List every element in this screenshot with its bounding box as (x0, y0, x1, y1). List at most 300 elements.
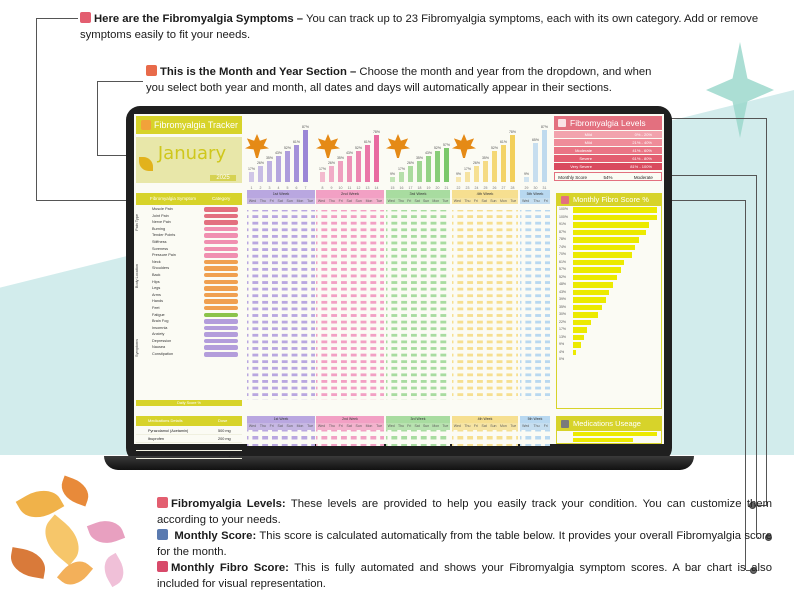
fibro-score-value: 57% (559, 267, 567, 271)
symptom-name: Nausea (152, 345, 166, 350)
chart-tick-label: 9 (330, 186, 333, 190)
week-tracker-3[interactable] (386, 190, 450, 408)
level-range: 0% - 20% (634, 132, 652, 137)
chart-bar (510, 135, 515, 182)
symptom-row[interactable] (136, 219, 242, 226)
fibro-score-row (557, 274, 661, 282)
medication-row[interactable] (136, 427, 242, 435)
fibro-score-value: 0% (559, 357, 565, 361)
category-pill[interactable] (204, 339, 238, 344)
chart-tick-label: 26 (492, 186, 497, 190)
chart-data-label: 9% (389, 171, 396, 176)
symptom-list (136, 206, 242, 358)
level-row (554, 163, 662, 170)
fibro-score-bar (573, 275, 617, 281)
category-pill[interactable] (204, 266, 238, 271)
chart-tick-label: 8 (321, 186, 324, 190)
tracker-title-bar (136, 116, 242, 134)
day-header: Sat (346, 199, 352, 203)
fibro-score-value: 100% (559, 207, 568, 211)
med-checkbox-grid[interactable] (316, 430, 384, 446)
fibro-score-value: 13% (559, 334, 567, 339)
day-headers (520, 198, 550, 204)
week-tracker-2[interactable] (316, 190, 384, 408)
chart-data-label: 35% (415, 156, 423, 160)
fibro-score-value: 100% (559, 214, 568, 219)
symptom-row[interactable] (136, 305, 242, 312)
checkbox-grid[interactable] (316, 210, 384, 400)
chart-bar (276, 156, 281, 182)
checkbox-grid[interactable] (452, 210, 518, 400)
chart-bar (249, 172, 254, 182)
symptom-row[interactable] (136, 226, 242, 233)
day-header: Tue (442, 199, 449, 203)
symptom-table-header (136, 193, 242, 205)
fibro-score-value: 4% (559, 349, 565, 354)
symptom-name: Brain Fog (152, 319, 169, 324)
chart-bar (483, 161, 488, 182)
symptom-name: Stiffness (152, 239, 167, 244)
year-dropdown[interactable]: 2025 (210, 175, 236, 181)
chart-data-label: 26% (256, 161, 264, 166)
day-header: Wed (317, 424, 326, 428)
symptom-row[interactable] (136, 285, 242, 292)
symptom-row[interactable] (136, 338, 242, 345)
chart-bar (338, 161, 343, 182)
day-header: Wed (248, 424, 257, 428)
fibro-score-bar (573, 260, 624, 266)
week-tracker-1[interactable] (247, 190, 315, 408)
day-header: Tue (376, 424, 383, 428)
symptom-row[interactable] (136, 325, 242, 332)
level-row (554, 147, 662, 154)
calendar-icon (146, 65, 157, 76)
monthly-fibro-score-panel (556, 193, 662, 409)
chart-data-label: 61% (292, 140, 300, 145)
daily-score-label: Daily Score % (136, 400, 242, 406)
chart-bar (501, 145, 506, 182)
checkbox-grid[interactable] (520, 210, 550, 400)
category-pill[interactable] (204, 280, 238, 285)
callout-monthly-fibro-text: This is fully automated and shows your Fibromyalgia symptom scores. A bar chart is also included for visual representation. (157, 562, 772, 590)
day-header: Wed (387, 424, 395, 428)
med-checkbox-grid[interactable] (247, 430, 315, 446)
fibro-score-value: 74% (559, 244, 567, 249)
level-range: 21% - 40% (632, 140, 652, 145)
week-tracker-4[interactable] (452, 190, 518, 408)
fibro-score-bar (573, 290, 609, 296)
symptom-row[interactable] (136, 252, 242, 259)
chart-bar (374, 135, 379, 182)
fibro-score-row (557, 251, 661, 259)
checkbox-grid[interactable] (247, 210, 315, 400)
category-pill[interactable] (204, 299, 238, 304)
fibro-score-bar (573, 245, 635, 251)
category-pill[interactable] (204, 233, 238, 238)
day-header: Sat (414, 424, 420, 428)
category-pill[interactable] (204, 253, 238, 258)
category-pill[interactable] (204, 240, 238, 245)
fibro-score-bar (573, 342, 581, 348)
category-pill[interactable] (204, 326, 238, 331)
chart-tick-label: 22 (456, 186, 461, 190)
day-header: Tue (376, 199, 383, 203)
category-pill[interactable] (204, 273, 238, 278)
week-tracker-5[interactable] (520, 190, 550, 408)
symptom-name: Fatigue (152, 312, 165, 317)
fibro-score-row (557, 289, 661, 297)
tracker-icon (141, 120, 151, 130)
connector-line (756, 175, 757, 537)
day-header: Thu (533, 199, 540, 203)
symptom-name: Hands (152, 299, 163, 304)
level-name: Mild (584, 132, 592, 137)
symptom-name: Soreness (152, 246, 169, 251)
fibro-score-value: 35% (559, 304, 567, 309)
fibro-score-row (557, 334, 661, 342)
chart-tick-label: 2 (259, 186, 262, 190)
symptom-row[interactable] (136, 272, 242, 279)
fibro-score-row (557, 206, 661, 214)
day-header: Sun (422, 199, 430, 203)
category-pill[interactable] (204, 319, 238, 324)
fibro-score-bar (573, 237, 639, 243)
chart-tick-label: 6 (295, 186, 298, 190)
day-header: Fri (543, 199, 548, 203)
medication-dose-header: Dose (218, 418, 228, 423)
category-pill[interactable] (204, 227, 238, 232)
chart-bar (356, 151, 361, 182)
callout-month-year-text: Choose the month and year from the dropdown, and when you select both year and month, all dates and days will automatically appear in their sections. (146, 66, 652, 94)
symptom-row[interactable] (136, 232, 242, 239)
level-name: Moderate (575, 148, 592, 153)
med-week-tracker-1[interactable] (247, 416, 315, 446)
level-name: Mild (584, 140, 592, 145)
symptom-row[interactable] (136, 259, 242, 266)
medication-row[interactable] (136, 451, 242, 459)
medications-usage-header (557, 417, 661, 431)
medication-dose: 850 mg (218, 453, 231, 457)
chart-bar (533, 143, 538, 182)
day-headers (452, 198, 518, 204)
symptom-row[interactable] (136, 312, 242, 319)
medication-row[interactable] (136, 443, 242, 451)
sparkle-icon (80, 12, 91, 23)
symptom-name: Feet (152, 305, 160, 310)
week-label: 4th Week (452, 190, 518, 198)
chart-tick-label: 15 (390, 186, 395, 190)
day-header: Fri (473, 424, 479, 428)
chart-bar (320, 172, 325, 182)
fibro-score-bar (573, 297, 606, 303)
maple-leaf-icon (386, 134, 410, 158)
day-header: Thu (328, 199, 335, 203)
day-header: Fri (269, 424, 274, 428)
chart-bar (492, 151, 497, 182)
monthly-score-label: Monthly Score (558, 175, 588, 180)
med-week-tracker-3[interactable] (386, 416, 450, 446)
chart-tick-label: 25 (483, 186, 488, 190)
fibro-score-bar (573, 222, 649, 228)
symptom-row[interactable] (136, 298, 242, 305)
med-checkbox-grid[interactable] (452, 430, 518, 446)
callout-symptoms-title: Here are the Fibromyalgia Symptoms – (94, 13, 304, 25)
day-header: Wed (317, 199, 326, 203)
chart-bar (444, 148, 449, 182)
chart-tick-label: 1 (250, 186, 253, 190)
category-pill[interactable] (204, 306, 238, 311)
day-header: Wed (522, 424, 530, 428)
day-header: Thu (397, 199, 404, 203)
med-week-label: 2nd Week (316, 416, 384, 423)
symptom-name: Tender Points (152, 233, 176, 238)
category-pill[interactable] (204, 286, 238, 291)
symptom-row[interactable] (136, 213, 242, 220)
maple-leaf-icon (452, 134, 476, 158)
side-label-pain-type: Pain Type (135, 214, 139, 231)
fibro-score-row (557, 311, 661, 319)
level-row (554, 139, 662, 146)
day-headers (386, 198, 450, 204)
fibro-score-value: 78% (559, 237, 567, 241)
connector-line (97, 81, 143, 82)
fibro-score-bar (573, 335, 584, 341)
day-header: Thu (533, 424, 540, 428)
fibro-score-value: 43% (559, 289, 567, 294)
medications-list (136, 427, 242, 459)
fibro-score-bar (573, 252, 632, 258)
level-row (554, 155, 662, 162)
med-week-label: 5th Week (520, 416, 550, 423)
tracker-title: Fibromyalgia Tracker (154, 120, 239, 130)
chart-data-label: 35% (481, 156, 489, 160)
month-year-selector[interactable] (136, 137, 242, 183)
symptom-row[interactable] (136, 331, 242, 338)
chart-tick-label: 10 (338, 186, 343, 190)
day-headers (247, 198, 315, 204)
fibro-score-row (557, 319, 661, 327)
medications-usage-title: Medications Useage (573, 419, 641, 428)
day-header: Fri (338, 199, 343, 203)
chart-bar (285, 151, 290, 182)
day-header: Thu (259, 424, 266, 428)
fibro-score-row (557, 214, 661, 222)
medication-dose: 300 mg (218, 445, 231, 449)
category-pill[interactable] (204, 345, 238, 350)
symptom-name: Back (152, 272, 161, 277)
chart-data-label: 52% (433, 145, 441, 150)
spreadsheet-screen (134, 114, 664, 457)
callout-month-year (146, 64, 666, 96)
fibro-score-row (557, 341, 661, 349)
chart-tick-label: 11 (347, 186, 352, 190)
symptom-name: Joint Pain (152, 213, 169, 218)
connector-line (97, 81, 98, 155)
chart-bar (474, 166, 479, 182)
connector-line (36, 18, 78, 19)
med-day-headers (452, 423, 518, 430)
med-day-headers (316, 423, 384, 430)
symptom-name: Muscle Pain (152, 207, 173, 211)
symptom-row[interactable] (136, 246, 242, 253)
fibro-score-bar (573, 267, 621, 273)
day-header: Thu (328, 424, 335, 428)
chart-tick-label: 30 (533, 186, 538, 190)
day-header: Tue (307, 199, 314, 203)
day-header: Fri (407, 199, 412, 203)
fibro-score-bar (573, 320, 591, 326)
sparkle-icon (157, 497, 168, 508)
symptom-row[interactable] (136, 292, 242, 299)
chart-data-label: 61% (363, 140, 371, 145)
medication-name-header: Medications Details (148, 418, 183, 423)
day-header: Wed (453, 424, 461, 428)
chart-bar (347, 156, 352, 182)
symptom-row[interactable] (136, 351, 242, 358)
connector-line (667, 200, 745, 201)
fibro-score-row (557, 296, 661, 304)
bar-chart-icon (157, 529, 168, 540)
side-label-body-location: Body Location (135, 264, 139, 289)
chart-tick-label: 16 (399, 186, 404, 190)
chart-tick-label: 14 (374, 186, 379, 190)
medications-table-header (136, 416, 242, 426)
maple-leaf-icon (316, 134, 340, 158)
chart-data-label: 9% (455, 171, 462, 176)
symptom-row[interactable] (136, 318, 242, 325)
medication-row[interactable] (136, 435, 242, 443)
category-pill[interactable] (204, 293, 238, 298)
monthly-score-value: 54% (603, 175, 613, 180)
monthly-fibro-score-header (557, 194, 661, 206)
day-header: Sat (277, 424, 283, 428)
day-header: Wed (522, 199, 530, 203)
category-pill[interactable] (204, 247, 238, 252)
symptom-name: Arms (152, 292, 161, 297)
chart-data-label: 17% (463, 166, 471, 171)
chart-tick-label: 19 (426, 186, 431, 190)
day-header: Thu (397, 424, 404, 428)
day-header: Mon (365, 199, 373, 203)
fibro-score-row (557, 229, 661, 237)
med-week-tracker-4[interactable] (452, 416, 518, 446)
week-chart-5 (522, 116, 549, 190)
chart-data-label: 52% (283, 145, 291, 150)
chart-bar (426, 156, 431, 182)
fibro-score-row (557, 349, 661, 357)
day-header: Sun (355, 424, 362, 428)
fibro-score-row (557, 304, 661, 312)
chart-data-label: 61% (499, 140, 507, 145)
chart-tick-label: 28 (510, 186, 515, 190)
category-pill[interactable] (204, 313, 238, 318)
chart-tick-label: 17 (408, 186, 413, 190)
chart-data-label: 17% (247, 166, 255, 171)
chart-tick-label: 7 (304, 186, 307, 190)
chart-tick-label: 13 (365, 186, 370, 190)
callout-levels-text: These levels are provided to help you easily track your condition. You can customize them according to your needs. (157, 498, 772, 526)
level-name: Very Severe (570, 164, 592, 169)
fibro-score-row (557, 266, 661, 274)
med-usage-row (557, 437, 661, 443)
category-pill[interactable] (204, 214, 238, 219)
day-header: Sun (422, 424, 430, 428)
connector-line (36, 18, 37, 201)
connector-line (664, 175, 756, 176)
day-headers (316, 198, 384, 204)
chart-data-label: 26% (472, 161, 480, 166)
symptom-row[interactable] (136, 239, 242, 246)
chart-bar (294, 145, 299, 182)
fibro-score-bar (573, 282, 613, 288)
chart-data-label: 78% (508, 130, 516, 135)
day-header: Tue (510, 199, 517, 203)
category-pill[interactable] (204, 352, 238, 357)
symptom-name: Anxiety (152, 332, 165, 337)
symptom-row[interactable] (136, 206, 242, 213)
fibro-score-value: 70% (559, 252, 567, 256)
score-icon (561, 196, 569, 204)
category-pill[interactable] (204, 207, 238, 212)
category-pill[interactable] (204, 260, 238, 265)
category-pill[interactable] (204, 220, 238, 225)
fibro-score-row (557, 281, 661, 289)
day-header: Fri (269, 199, 274, 203)
day-header: Sat (481, 424, 487, 428)
symptom-name: Legs (152, 286, 161, 291)
med-checkbox-grid[interactable] (520, 430, 550, 446)
fibro-score-value: 61% (559, 259, 567, 264)
chart-bar (408, 166, 413, 182)
connector-line (766, 118, 767, 505)
med-checkbox-grid[interactable] (386, 430, 450, 446)
chart-bar (390, 177, 395, 182)
chart-tick-label: 29 (524, 186, 529, 190)
levels-title: Fibromyalgia Levels (570, 118, 646, 128)
day-header: Wed (387, 199, 395, 203)
chart-tick-label: 31 (542, 186, 547, 190)
symptom-row[interactable] (136, 344, 242, 351)
pill-icon (561, 420, 569, 428)
symptom-row[interactable] (136, 265, 242, 272)
symptom-name: Nerve Pain (152, 220, 171, 225)
chart-data-label: 65% (531, 138, 539, 142)
checkbox-grid[interactable] (386, 210, 450, 400)
level-range: 61% - 80% (632, 156, 652, 161)
category-pill[interactable] (204, 332, 238, 337)
fibro-score-value: 48% (559, 282, 567, 286)
day-header: Sat (277, 199, 283, 203)
day-header: Mon (296, 199, 304, 203)
chart-bar (365, 145, 370, 182)
day-header: Fri (473, 199, 479, 203)
symptom-row[interactable] (136, 279, 242, 286)
symptom-name: Insomnia (152, 325, 168, 330)
callout-monthly-fibro-title: Monthly Fibro Score: (171, 562, 289, 574)
day-header: Tue (307, 424, 314, 428)
week-chart-4 (454, 116, 517, 190)
med-week-tracker-5[interactable] (520, 416, 550, 446)
chart-bar (258, 166, 263, 182)
fibro-score-bar (573, 350, 576, 356)
chart-bar (329, 166, 334, 182)
chart-tick-label: 4 (277, 186, 280, 190)
monthly-score-level: Moderate (633, 175, 653, 180)
month-dropdown[interactable]: January (157, 143, 227, 164)
fibro-score-row (557, 356, 661, 364)
symptom-name: Hips (152, 279, 160, 284)
med-week-tracker-2[interactable] (316, 416, 384, 446)
